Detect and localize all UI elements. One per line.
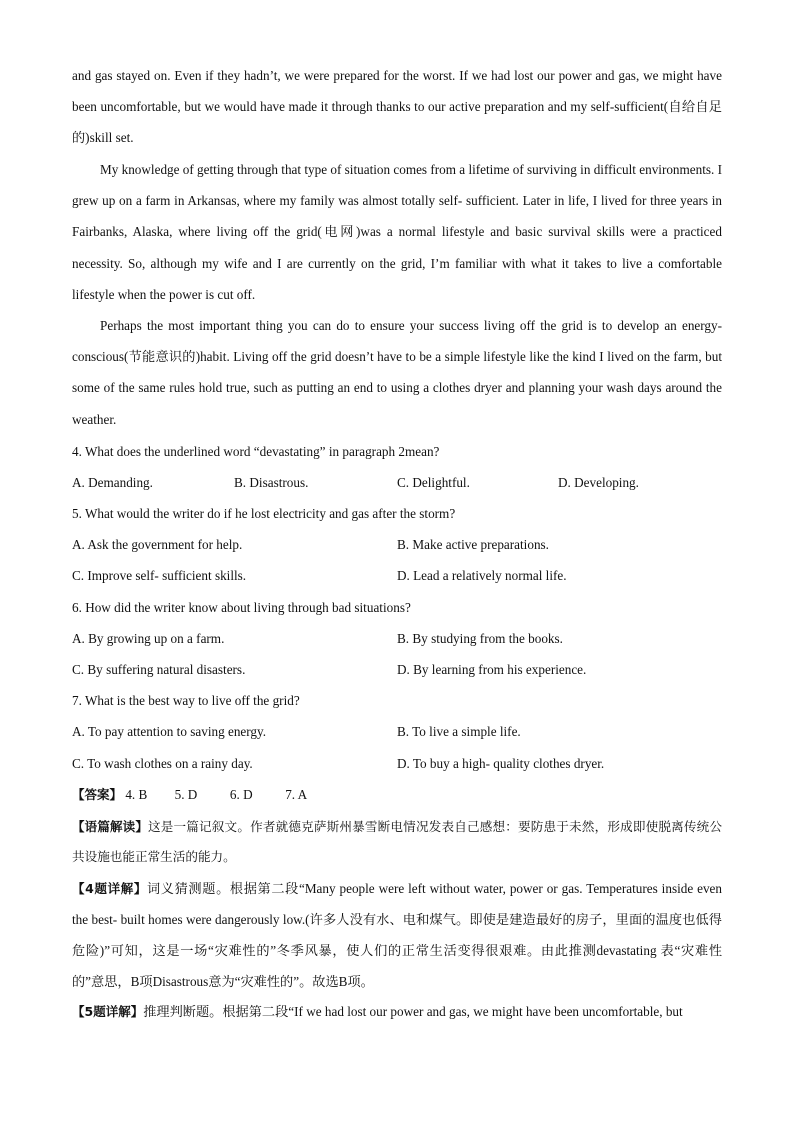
question-7-option-c[interactable]: C. To wash clothes on a rainy day. xyxy=(72,756,253,771)
question-7-stem: 7. What is the best way to live off the grid? xyxy=(72,693,300,708)
answer-item-7: 7. A xyxy=(285,787,308,802)
question-4-option-d[interactable]: D. Developing. xyxy=(558,475,639,490)
detail-5-paragraph xyxy=(72,1002,722,1022)
detail-4-tag: 【4题详解】 xyxy=(72,881,147,896)
question-7-option-d[interactable]: D. To buy a high- quality clothes dryer. xyxy=(397,756,605,771)
question-5-stem: 5. What would the writer do if he lost electricity and gas after the storm? xyxy=(72,506,456,521)
detail-5-tag: 【5题详解】 xyxy=(72,1004,144,1019)
analysis-paragraph xyxy=(72,812,722,872)
question-5-option-a[interactable]: A. Ask the government for help. xyxy=(72,537,243,552)
analysis-text: 这是一篇记叙文。作者就德克萨斯州暴雪断电情况发表自己感想：要防患于未然，形成即使脱离传统公共设施也能正常生活的能力。 xyxy=(72,819,722,864)
question-6-option-a[interactable]: A. By growing up on a farm. xyxy=(72,631,225,646)
question-6-option-b[interactable]: B. By studying from the books. xyxy=(397,631,563,646)
passage-paragraph-3: Perhaps the most important thing you can do to ensure your success living off the grid is to develop an energy-conscious(节能意识的)habit. Living off the grid doesn’t have to be a simple lifestyle like the kind I lived on the farm, but some of the same rules hold true, such as putting an end to using a clothes dryer and planning your wash days around the weather. xyxy=(72,318,722,427)
question-4-stem: 4. What does the underlined word “devastating” in paragraph 2mean? xyxy=(72,444,440,459)
question-4-option-c[interactable]: C. Delightful. xyxy=(397,475,470,490)
answer-item-6: 6. D xyxy=(229,787,253,802)
question-7-option-b[interactable]: B. To live a simple life. xyxy=(397,724,521,739)
analysis-tag: 【语篇解读】 xyxy=(72,819,148,834)
question-4-option-b[interactable]: B. Disastrous. xyxy=(234,475,309,490)
question-5-option-c[interactable]: C. Improve self- sufficient skills. xyxy=(72,568,247,583)
question-6-stem: 6. How did the writer know about living through bad situations? xyxy=(72,600,411,615)
question-7-option-a[interactable]: A. To pay attention to saving energy. xyxy=(72,724,267,739)
answer-item-4: 4. B xyxy=(125,787,148,802)
detail-4-text: 词义猜测题。根据第二段“Many people were left without water, power or gas. Temperatures inside even the best- built homes were dangerously low.(许多人没有水、电和煤气。即使是建造最好的房子，里面的温度也低得危险)”可知，这是一场“灾难性的”冬季风暴，使人们的正常生活变得很艰难。由此推测devastating 表“灾难性的”意思，B项Disastrous意为“灾难性的”。故选B项。 xyxy=(72,881,723,989)
question-4-option-a[interactable]: A. Demanding. xyxy=(72,475,153,490)
answer-item-5: 5. D xyxy=(174,787,198,802)
detail-5-text: 推理判断题。根据第二段“If we had lost our power and gas, we might have been uncomfortable, but xyxy=(143,1004,683,1019)
answer-tag: 【答案】 xyxy=(72,787,123,802)
detail-4-paragraph xyxy=(72,873,722,997)
question-5-option-b[interactable]: B. Make active preparations. xyxy=(397,537,549,552)
question-6-option-d[interactable]: D. By learning from his experience. xyxy=(397,662,587,677)
question-5-option-d[interactable]: D. Lead a relatively normal life. xyxy=(397,568,567,583)
passage-paragraph-2: My knowledge of getting through that type of situation comes from a lifetime of surviving in difficult environments. I grew up on a farm in Arkansas, where my family was almost totally self- sufficient. Later in life, I lived for three years in Fairbanks, Alaska, where living off the grid(电网)was a normal lifestyle and basic survival skills were a practiced necessity. So, although my wife and I are currently on the grid, I’m familiar with what it takes to live a comfortable lifestyle when the power is cut off. xyxy=(72,162,723,302)
answer-line xyxy=(72,785,307,805)
question-6-option-c[interactable]: C. By suffering natural disasters. xyxy=(72,662,246,677)
passage-paragraph-1: and gas stayed on. Even if they hadn’t, we were prepared for the worst. If we had lost our power and gas, we might have been uncomfortable, but we would have made it through thanks to our active preparation and my self-sufficient(自给自足的)skill set. xyxy=(72,68,722,146)
